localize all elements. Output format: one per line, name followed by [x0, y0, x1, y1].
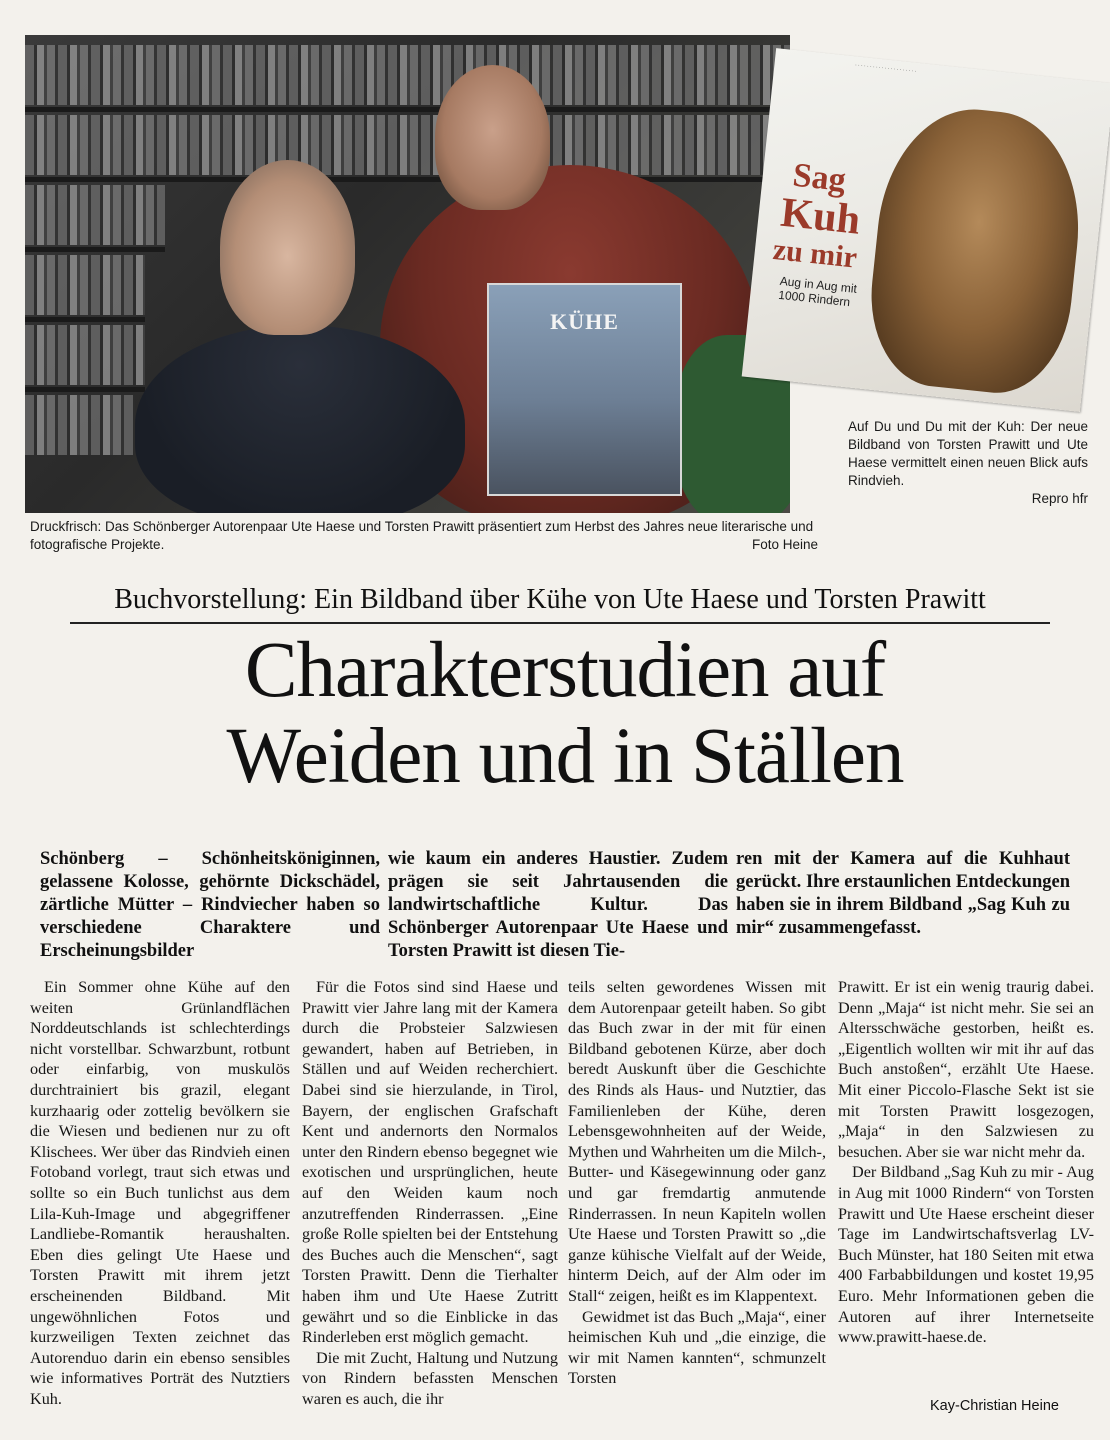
- body-col3: [568, 977, 826, 1389]
- body-col3-paragraph1: teils selten gewordenes Wissen mit dem Autorenpaar geteilt haben. So gibt das Buch zwar in der mit für einen Bildband gebotenen Kürze, aber doch beredt Auskunft über die Geschichte des Rinds als Haus- und Nutztier, das Familienleben der Kühe, deren Lebensgewohnheiten auf der Weide, Mythen und Wahrheiten um die Milch-, Butter- und Käsegewinnung oder ganz und gar fremdartig anmutende Rinderrassen. In neun Kapiteln wollen Ute Haese und Torsten Prawitt so „die ganze kühische Vielfalt auf der Weide, hinterm Deich, auf der Alm oder im Stall“ zeigen, heißt es im Klappentext.: [568, 978, 826, 1305]
- book-cover-header: ·····················: [854, 62, 918, 76]
- body-col2: [302, 977, 558, 1409]
- lead-col1: Schönberg – Schönheitsköniginnen, gelassene Kolosse, gehörnte Dickschädel, zärtliche Mütter – Rindviecher haben so verschiedene Charaktere und Erscheinungsbilder: [40, 849, 380, 961]
- woman-figure: [135, 325, 465, 513]
- lead-col3: ren mit der Kamera auf die Kuhhaut gerückt. Ihre erstaunlichen Entdeckungen haben sie in ihrem Bildband „Sag Kuh zu mir“ zusammengefasst.: [736, 849, 1070, 938]
- main-photo-caption-text: Druckfrisch: Das Schönberger Autorenpaar Ute Haese und Torsten Prawitt präsentiert zum Herbst des Jahres neue literarische und fotografische Projekte.: [30, 519, 814, 552]
- headline-line2: Weiden und in Ställen: [226, 713, 904, 800]
- main-photo: [25, 35, 790, 513]
- cow-figure: [862, 100, 1090, 399]
- body-col2-paragraph1: Für die Fotos sind sind Haese und Prawitt vier Jahre lang mit der Kamera durch die Probsteier Salzwiesen gewandert, haben auf Betrieben, in Ställen und auf Weiden recherchiert. Dabei sind sie hierzulande, in Tirol, Bayern, der englischen Grafschaft Kent und andernorts den Normalos unter den Rindern ebenso begegnet wie exotischen und ursprünglichen, heute auf den Weiden kaum noch anzutreffenden Rinderrassen. „Eine große Rolle spielten bei der Entstehung des Buches auch die Menschen“, sagt Torsten Prawitt. Denn die Tierhalter haben ihm und Ute Haese Zutritt gewährt und so die Einblicke in das Rinderleben erst möglich gemacht.: [302, 978, 558, 1347]
- kicker-rule: [70, 622, 1050, 624]
- body-col4-paragraph2: Der Bildband „Sag Kuh zu mir - Aug in Aug mit 1000 Rindern“ von Torsten Prawitt und Ute Haese erscheint dieser Tage im Landwirtschaftsverlag LV-Buch Münster, hat 180 Seiten mit etwa 400 Farbabbildungen und kostet 19,95 Euro. Mehr Informationen geben die Autoren auf ihrer Internetseite www.prawitt-haese.de.: [838, 1163, 1094, 1347]
- man-head: [435, 65, 550, 210]
- calendar-prop: [487, 283, 682, 496]
- book-caption-text: Auf Du und Du mit der Kuh: Der neue Bildband von Torsten Prawitt und Ute Haese vermittelt einen neuen Blick aufs Rindvieh.: [848, 419, 1088, 488]
- main-photo-caption: [30, 518, 820, 554]
- headline-line1: Charakterstudien auf: [244, 627, 886, 714]
- body-col1: [30, 977, 290, 1409]
- book-title-line1: Sag: [791, 156, 848, 200]
- book-subtitle: Aug in Aug mit 1000 Rindern: [777, 273, 858, 310]
- body-col2-paragraph2: Die mit Zucht, Haltung und Nutzung von Rindern befassten Menschen waren es auch, die ihr: [302, 1348, 558, 1408]
- book-title-line3: zu mir: [771, 233, 859, 275]
- book-cover-image: [742, 48, 1110, 412]
- book-credit: Repro hfr: [1031, 491, 1088, 506]
- kicker: Buchvorstellung: Ein Bildband über Kühe von Ute Haese und Torsten Prawitt: [114, 584, 986, 615]
- headline: [20, 628, 1110, 800]
- body-col4: [838, 977, 1094, 1348]
- calendar-title: KÜHE: [550, 309, 619, 334]
- book-caption: [848, 418, 1088, 506]
- woman-head: [220, 160, 355, 335]
- body-col1-paragraph: Ein Sommer ohne Kühe auf den weiten Grünlandflächen Norddeutschlands ist schlechterdings nicht vorstellbar. Schwarzbunt, rotbunt oder einfarbig, von muskulös durchtrainiert bis grazil, elegant kurzhaarig oder zottelig bevölkern sie die Wiesen und bedienen nur zu oft Klischees. Wer über das Rindvieh einen Fotoband vorlegt, traut sich etwas und sollte so ein Buch tunlichst aus dem Lila-Kuh-Image und abgegriffener Landliebe-Romantik heraushalten. Eben dies gelingt Ute Haese und Torsten Prawitt mit ihrem jetzt erscheinenden Bildband. Mit ungewöhnlichen Fotos und kurzweiligen Texten zeichnet das Autorenduo darin ein ebenso sensibles wie informatives Porträt des Nutztiers Kuh.: [30, 978, 290, 1408]
- body-col4-paragraph1: Prawitt. Er ist ein wenig traurig dabei. Denn „Maja“ ist nicht mehr. Sie sei an Altersschwäche gestorben, heißt es. „Eigentlich wollten wir mit ihr auf das Buch anstoßen“, erzählt Ute Haese. Mit einer Piccolo-Flasche Sekt ist sie mit Torsten Prawitt losgezogen, „Maja“ in den Salzwiesen zu besuchen. Aber sie war nicht mehr da.: [838, 978, 1094, 1161]
- book-title-line2: Kuh: [778, 189, 863, 244]
- body-col3-paragraph2: Gewidmet ist das Buch „Maja“, einer heimischen Kuh und „die einzige, die wir mit Namen kannten“, schmunzelt Torsten: [568, 1307, 826, 1388]
- byline: Kay-Christian Heine: [930, 1398, 1059, 1414]
- lead-col2: wie kaum ein anderes Haustier. Zudem prägen sie seit Jahrtausenden die landwirtschaftliche Kultur. Das Schönberger Autorenpaar Ute Haese und Torsten Prawitt ist diesen Tie-: [388, 849, 728, 961]
- main-photo-credit: Foto Heine: [751, 537, 818, 552]
